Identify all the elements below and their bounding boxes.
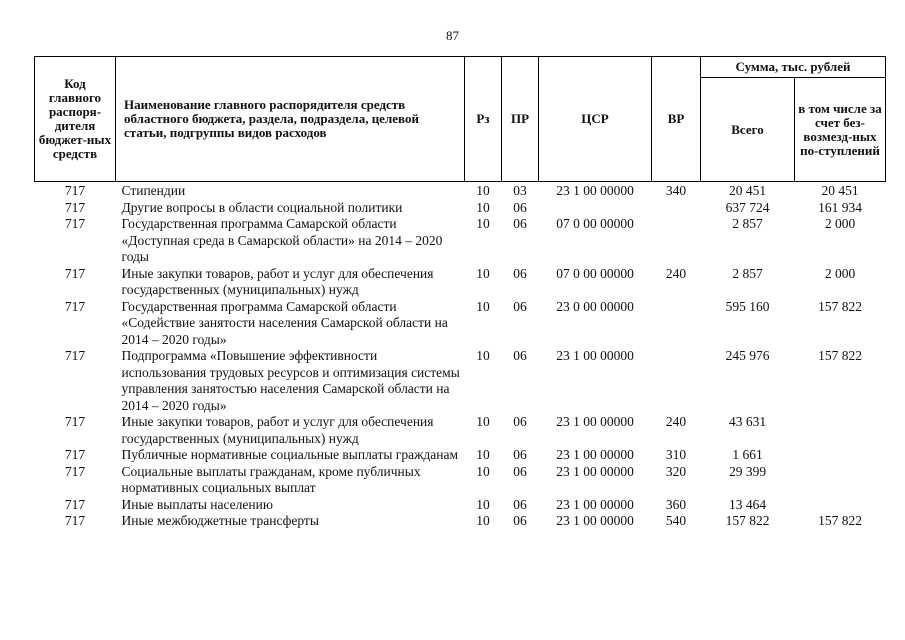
cell-name: Иные выплаты населению (121, 496, 273, 512)
cell-total: 43 631 (728, 414, 767, 429)
cell-pr: 06 (513, 463, 527, 479)
cell-name: Другие вопросы в области социальной политики (121, 199, 403, 215)
cell-free (795, 414, 886, 447)
cell-total: 13 464 (728, 496, 767, 512)
table-row (35, 464, 886, 497)
header-total: Всего (701, 78, 795, 182)
header-pr: ПР (502, 57, 539, 182)
cell-code: 717 (64, 447, 86, 462)
table-header (35, 57, 886, 182)
cell-code: 717 (64, 265, 86, 281)
cell-free (795, 497, 886, 514)
cell-rz: 10 (476, 183, 490, 198)
table-row (35, 497, 886, 514)
cell-csr (539, 200, 652, 217)
cell-code: 717 (64, 216, 86, 231)
cell-rz: 10 (476, 216, 490, 231)
cell-rz: 10 (476, 348, 490, 363)
cell-name: Государственная программа Самарской области «Содействие занятости населения Самарской области на 2014 – 2020 годы» (121, 298, 448, 347)
cell-code: 717 (64, 298, 86, 314)
cell-pr: 06 (513, 348, 527, 363)
table-row (35, 182, 886, 200)
cell-rz: 10 (476, 496, 490, 512)
header-rz: Рз (465, 57, 502, 182)
table-row (35, 414, 886, 447)
cell-pr: 03 (513, 183, 527, 198)
cell-vr: 240 (665, 265, 687, 281)
cell-name: Социальные выплаты гражданам, кроме публичных нормативных социальных выплат (121, 463, 421, 495)
cell-name: Стипендии (121, 183, 186, 198)
cell-name: Публичные нормативные социальные выплаты гражданам (121, 447, 459, 462)
page-number: 87 (446, 28, 459, 43)
cell-code: 717 (64, 183, 86, 198)
cell-vr (652, 216, 701, 266)
cell-csr: 23 1 00 00000 (556, 348, 634, 363)
cell-csr: 23 1 00 00000 (556, 447, 634, 462)
cell-code: 717 (64, 463, 86, 479)
cell-vr (652, 348, 701, 414)
cell-free: 157 822 (818, 513, 862, 528)
cell-code: 717 (64, 414, 86, 429)
cell-rz: 10 (476, 199, 490, 215)
cell-code: 717 (64, 199, 86, 215)
cell-free (795, 464, 886, 497)
cell-total: 595 160 (725, 298, 770, 314)
cell-csr: 07 0 00 00000 (556, 265, 634, 281)
table-row (35, 266, 886, 299)
cell-rz: 10 (476, 414, 490, 429)
cell-csr: 23 1 00 00000 (556, 463, 634, 479)
cell-pr: 06 (513, 216, 527, 231)
cell-pr: 06 (513, 496, 527, 512)
cell-free: 2 000 (824, 265, 856, 281)
cell-total: 1 661 (732, 447, 763, 462)
table-row (35, 299, 886, 349)
cell-pr: 06 (513, 447, 527, 462)
cell-free: 157 822 (818, 298, 862, 314)
cell-csr: 23 1 00 00000 (556, 513, 634, 528)
cell-rz: 10 (476, 298, 490, 314)
cell-csr: 23 0 00 00000 (556, 298, 634, 314)
cell-vr (652, 200, 701, 217)
cell-pr: 06 (513, 414, 527, 429)
cell-csr: 23 1 00 00000 (556, 496, 634, 512)
cell-code: 717 (64, 513, 86, 528)
cell-csr: 23 1 00 00000 (556, 414, 634, 429)
header-free: в том числе за счет без-возмезд-ных по-ступлений (795, 78, 886, 182)
cell-vr: 240 (665, 414, 687, 429)
cell-total: 2 857 (732, 265, 763, 281)
header-csr: ЦСР (539, 57, 652, 182)
cell-pr: 06 (513, 513, 527, 528)
table-body (35, 182, 886, 530)
cell-vr: 360 (665, 496, 687, 512)
cell-total: 29 399 (728, 463, 767, 479)
cell-free: 161 934 (818, 199, 862, 215)
budget-table (34, 56, 886, 530)
cell-vr: 320 (665, 463, 687, 479)
cell-free: 2 000 (824, 216, 856, 231)
cell-csr: 23 1 00 00000 (556, 183, 634, 198)
cell-name: Подпрограмма «Повышение эффективности использования трудовых ресурсов и оптимизация системы управления занятостью населения Самарской области на 2014 – 2020 годы» (121, 348, 460, 413)
cell-vr (652, 299, 701, 349)
cell-total: 245 976 (725, 348, 770, 363)
header-name: Наименование главного распорядителя средств областного бюджета, раздела, подраздела, целевой статьи, подгруппы видов расходов (116, 57, 465, 182)
cell-rz: 10 (476, 463, 490, 479)
table-row (35, 513, 886, 530)
cell-name: Государственная программа Самарской области «Доступная среда в Самарской области» на 2014 – 2020 годы (121, 216, 443, 264)
cell-total: 637 724 (725, 199, 770, 215)
cell-name: Иные межбюджетные трансферты (121, 513, 319, 528)
cell-rz: 10 (476, 447, 490, 462)
cell-pr: 06 (513, 265, 527, 281)
cell-rz: 10 (476, 513, 490, 528)
table-row (35, 447, 886, 464)
cell-csr: 07 0 00 00000 (556, 216, 634, 231)
cell-rz: 10 (476, 265, 490, 281)
cell-free (795, 447, 886, 464)
cell-vr: 540 (665, 513, 687, 528)
header-code: Код главного распоря-дителя бюджет-ных средств (35, 57, 116, 182)
cell-total: 157 822 (725, 513, 770, 528)
cell-code: 717 (64, 348, 86, 363)
table-row (35, 216, 886, 266)
table-row (35, 200, 886, 217)
table-row (35, 348, 886, 414)
cell-code: 717 (64, 496, 86, 512)
cell-total: 2 857 (732, 216, 763, 231)
cell-total: 20 451 (728, 183, 767, 198)
cell-name: Иные закупки товаров, работ и услуг для обеспечения государственных (муниципальных) нужд (121, 414, 434, 446)
cell-pr: 06 (513, 199, 527, 215)
cell-free: 20 451 (821, 183, 859, 198)
cell-vr: 340 (665, 183, 687, 198)
cell-pr: 06 (513, 298, 527, 314)
cell-free: 157 822 (818, 348, 862, 363)
header-sum: Сумма, тыс. рублей (701, 57, 886, 78)
cell-name: Иные закупки товаров, работ и услуг для обеспечения государственных (муниципальных) нужд (121, 265, 434, 297)
cell-vr: 310 (665, 447, 687, 462)
header-vr: ВР (652, 57, 701, 182)
